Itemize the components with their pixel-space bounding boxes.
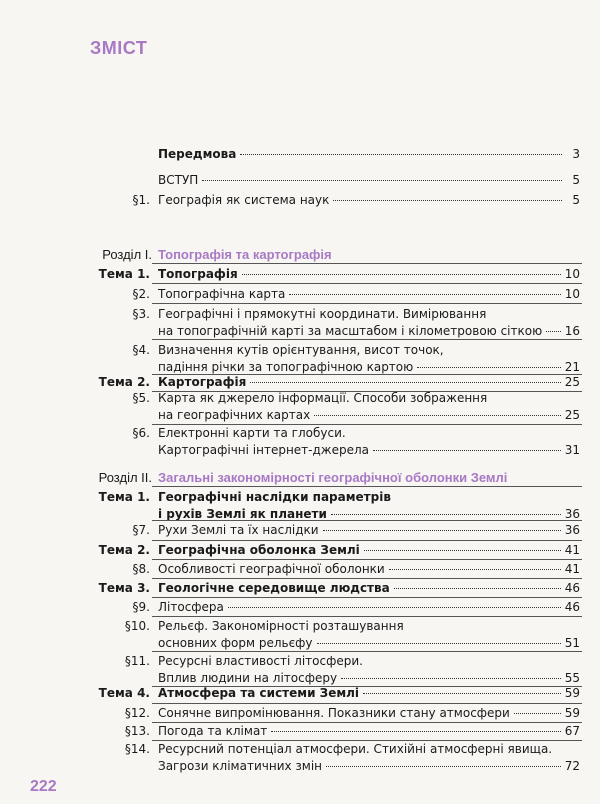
- entry-title: Географічна оболонка Землі: [158, 543, 360, 557]
- page-title: ЗМІСТ: [90, 38, 148, 58]
- entry-title-line: Електронні карти та глобуси.: [158, 426, 346, 440]
- entry-title-line: і рухів Землі як планети: [158, 507, 327, 521]
- page-ref: 5: [572, 193, 580, 207]
- dot-leader: [341, 678, 561, 679]
- paragraph-number: §11.: [124, 654, 150, 668]
- entry-title: Атмосфера та системи Землі: [158, 686, 360, 700]
- dot-leader: [373, 450, 561, 451]
- divider: [152, 303, 582, 304]
- dot-leader: [228, 607, 561, 608]
- page-ref: 72: [564, 759, 580, 773]
- entry-title: Літосфера: [158, 600, 224, 614]
- paragraph-number: §5.: [132, 391, 150, 405]
- page-ref: 41: [564, 562, 580, 576]
- paragraph-number: §7.: [132, 523, 150, 537]
- entry-title: Географія як система наук: [158, 193, 330, 207]
- dot-leader: [271, 731, 560, 732]
- entry-title-line: на топографічній карті за масштабом і кілометровою сіткою: [158, 324, 543, 338]
- entry-title: Погода та клімат: [158, 724, 268, 738]
- page-ref: 36: [564, 507, 580, 521]
- page-ref: 51: [564, 636, 580, 650]
- divider: [152, 597, 582, 598]
- dot-leader: [363, 693, 561, 694]
- dot-leader: [394, 588, 561, 589]
- dot-leader: [333, 200, 562, 201]
- dot-leader: [323, 530, 561, 531]
- divider: [152, 578, 582, 579]
- entry-title: Топографічна карта: [158, 287, 286, 301]
- entry-title-line: Географічні і прямокутні координати. Вимірювання: [158, 307, 487, 321]
- divider: [152, 339, 582, 340]
- page-ref: 46: [564, 600, 580, 614]
- topic-number: Тема 1.: [98, 490, 150, 504]
- entry-title-line: падіння річки за топографічною картою: [158, 360, 414, 374]
- dot-leader: [250, 382, 560, 383]
- page-ref: 10: [564, 267, 580, 281]
- page-ref: 67: [564, 724, 580, 738]
- section-label: Розділ І.: [102, 247, 152, 262]
- paragraph-number: §9.: [132, 600, 150, 614]
- page-ref: 25: [564, 408, 580, 422]
- page-ref: 41: [564, 543, 580, 557]
- paragraph-number: §6.: [132, 426, 150, 440]
- paragraph-number: §10.: [124, 619, 150, 633]
- page-ref: 55: [564, 671, 580, 685]
- divider: [152, 651, 582, 652]
- entry-title-line: Рельєф. Закономірності розташування: [158, 619, 404, 633]
- entry-title: Передмова: [158, 147, 237, 161]
- page-ref: 3: [572, 147, 580, 161]
- paragraph-number: §1.: [132, 193, 150, 207]
- entry-title: Картографія: [158, 375, 247, 389]
- entry-title-line: на географічних картах: [158, 408, 311, 422]
- dot-leader: [242, 274, 561, 275]
- page-ref: 59: [564, 686, 580, 700]
- entry-title-line: Загрози кліматичних змін: [158, 759, 323, 773]
- divider: [152, 616, 582, 617]
- divider: [152, 540, 582, 541]
- entry-title-line: Географічні наслідки параметрів: [158, 490, 391, 504]
- divider: [152, 559, 582, 560]
- entry-title-line: основних форм рельєфу: [158, 636, 313, 650]
- dot-leader: [289, 294, 560, 295]
- paragraph-number: §2.: [132, 287, 150, 301]
- dot-leader: [326, 766, 561, 767]
- topic-number: Тема 2.: [98, 375, 150, 389]
- page-ref: 16: [564, 324, 580, 338]
- section-title: Загальні закономірності географічної оболонки Землі: [158, 470, 508, 485]
- entry-title-line: Картографічні інтернет-джерела: [158, 443, 370, 457]
- dot-leader: [514, 713, 561, 714]
- dot-leader: [202, 180, 562, 181]
- paragraph-number: §8.: [132, 562, 150, 576]
- paragraph-number: §4.: [132, 343, 150, 357]
- entry-title-line: Вплив людини на літосферу: [158, 671, 338, 685]
- topic-number: Тема 4.: [98, 686, 150, 700]
- dot-leader: [389, 569, 561, 570]
- paragraph-number: §3.: [132, 307, 150, 321]
- page-ref: 31: [564, 443, 580, 457]
- page-ref: 59: [564, 706, 580, 720]
- entry-title-line: Ресурсний потенціал атмосфери. Стихійні атмосферні явища.: [158, 742, 553, 756]
- dot-leader: [364, 550, 561, 551]
- entry-title: ВСТУП: [158, 173, 199, 187]
- entry-title: Сонячне випромінювання. Показники стану атмосфери: [158, 706, 510, 720]
- page-number: 222: [30, 778, 57, 795]
- entry-title: Особливості географічної оболонки: [158, 562, 385, 576]
- divider: [152, 520, 582, 521]
- page-ref: 5: [572, 173, 580, 187]
- dot-leader: [417, 367, 560, 368]
- page-ref: 46: [564, 581, 580, 595]
- dot-leader: [317, 643, 561, 644]
- entry-title: Геологічне середовище людства: [158, 581, 390, 595]
- topic-number: Тема 2.: [98, 543, 150, 557]
- page-ref: 25: [564, 375, 580, 389]
- divider: [152, 486, 582, 487]
- paragraph-number: §14.: [124, 742, 150, 756]
- page-ref: 36: [564, 523, 580, 537]
- entry-title-line: Визначення кутів орієнтування, висот точок,: [158, 343, 444, 357]
- topic-number: Тема 3.: [98, 581, 150, 595]
- topic-number: Тема 1.: [98, 267, 150, 281]
- divider: [152, 263, 582, 264]
- page-ref: 10: [564, 287, 580, 301]
- dot-leader: [314, 415, 560, 416]
- page-ref: 21: [564, 360, 580, 374]
- entry-title-line: Ресурсні властивості літосфери.: [158, 654, 363, 668]
- dot-leader: [331, 514, 561, 515]
- entry-title-line: Карта як джерело інформації. Способи зображення: [158, 391, 488, 405]
- entry-title: Рухи Землі та їх наслідки: [158, 523, 319, 537]
- divider: [152, 703, 582, 704]
- divider: [152, 283, 582, 284]
- paragraph-number: §12.: [124, 706, 150, 720]
- dot-leader: [546, 331, 561, 332]
- paragraph-number: §13.: [124, 724, 150, 738]
- dot-leader: [240, 154, 562, 155]
- section-label: Розділ ІІ.: [98, 470, 152, 485]
- entry-title: Топографія: [158, 267, 238, 281]
- section-title: Топографія та картографія: [158, 247, 332, 262]
